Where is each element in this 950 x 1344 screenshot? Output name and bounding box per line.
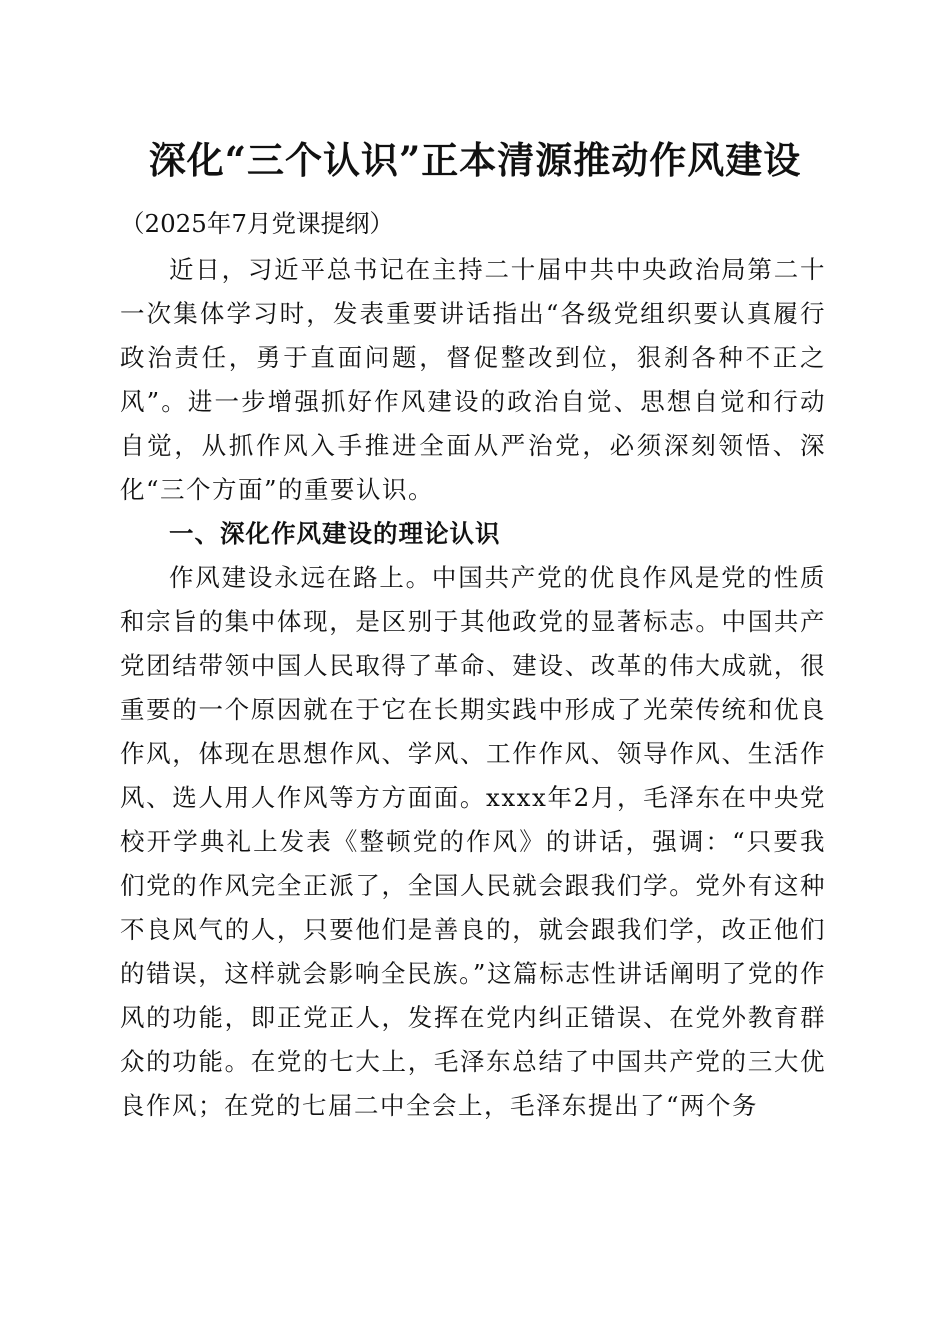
section-paragraph: 作风建设永远在路上。中国共产党的优良作风是党的性质和宗旨的集中体现，是区别于其他政党的显著标志。中国共产党团结带领中国人民取得了革命、建设、改革的伟大成就，很重要的一个原因就在于它在长期实践中形成了光荣传统和优良作风，体现在思想作风、学风、工作作风、领导作风、生活作风、选人用人作风等方方面面。xxxx年2月，毛泽东在中央党校开学典礼上发表《整顿党的作风》的讲话，强调：“只要我们党的作风完全正派了，全国人民就会跟我们学。党外有这种不良风气的人，只要他们是善良的，就会跟我们学，改正他们的错误，这样就会影响全民族。”这篇标志性讲话阐明了党的作风的功能，即正党正人，发挥在党内纠正错误、在党外教育群众的功能。在党的七大上，毛泽东总结了中国共产党的三大优良作风；在党的七届二中全会上，毛泽东提出了“两个务 (120, 563, 826, 1120)
section-heading: 一、深化作风建设的理论认识 (169, 519, 501, 548)
document-title: 深化“三个认识”正本清源推动作风建设 (148, 138, 802, 182)
document-subtitle: （2025年7月党课提纲） (120, 209, 394, 238)
document-body (120, 248, 826, 1128)
intro-paragraph: 近日，习近平总书记在主持二十届中共中央政治局第二十一次集体学习时，发表重要讲话指出“各级党组织要认真履行政治责任，勇于直面问题，督促整改到位，狠刹各种不正之风”。进一步增强抓好作风建设的政治自觉、思想自觉和行动自觉，从抓作风入手推进全面从严治党，必须深刻领悟、深化“三个方面”的重要认识。 (120, 255, 826, 504)
